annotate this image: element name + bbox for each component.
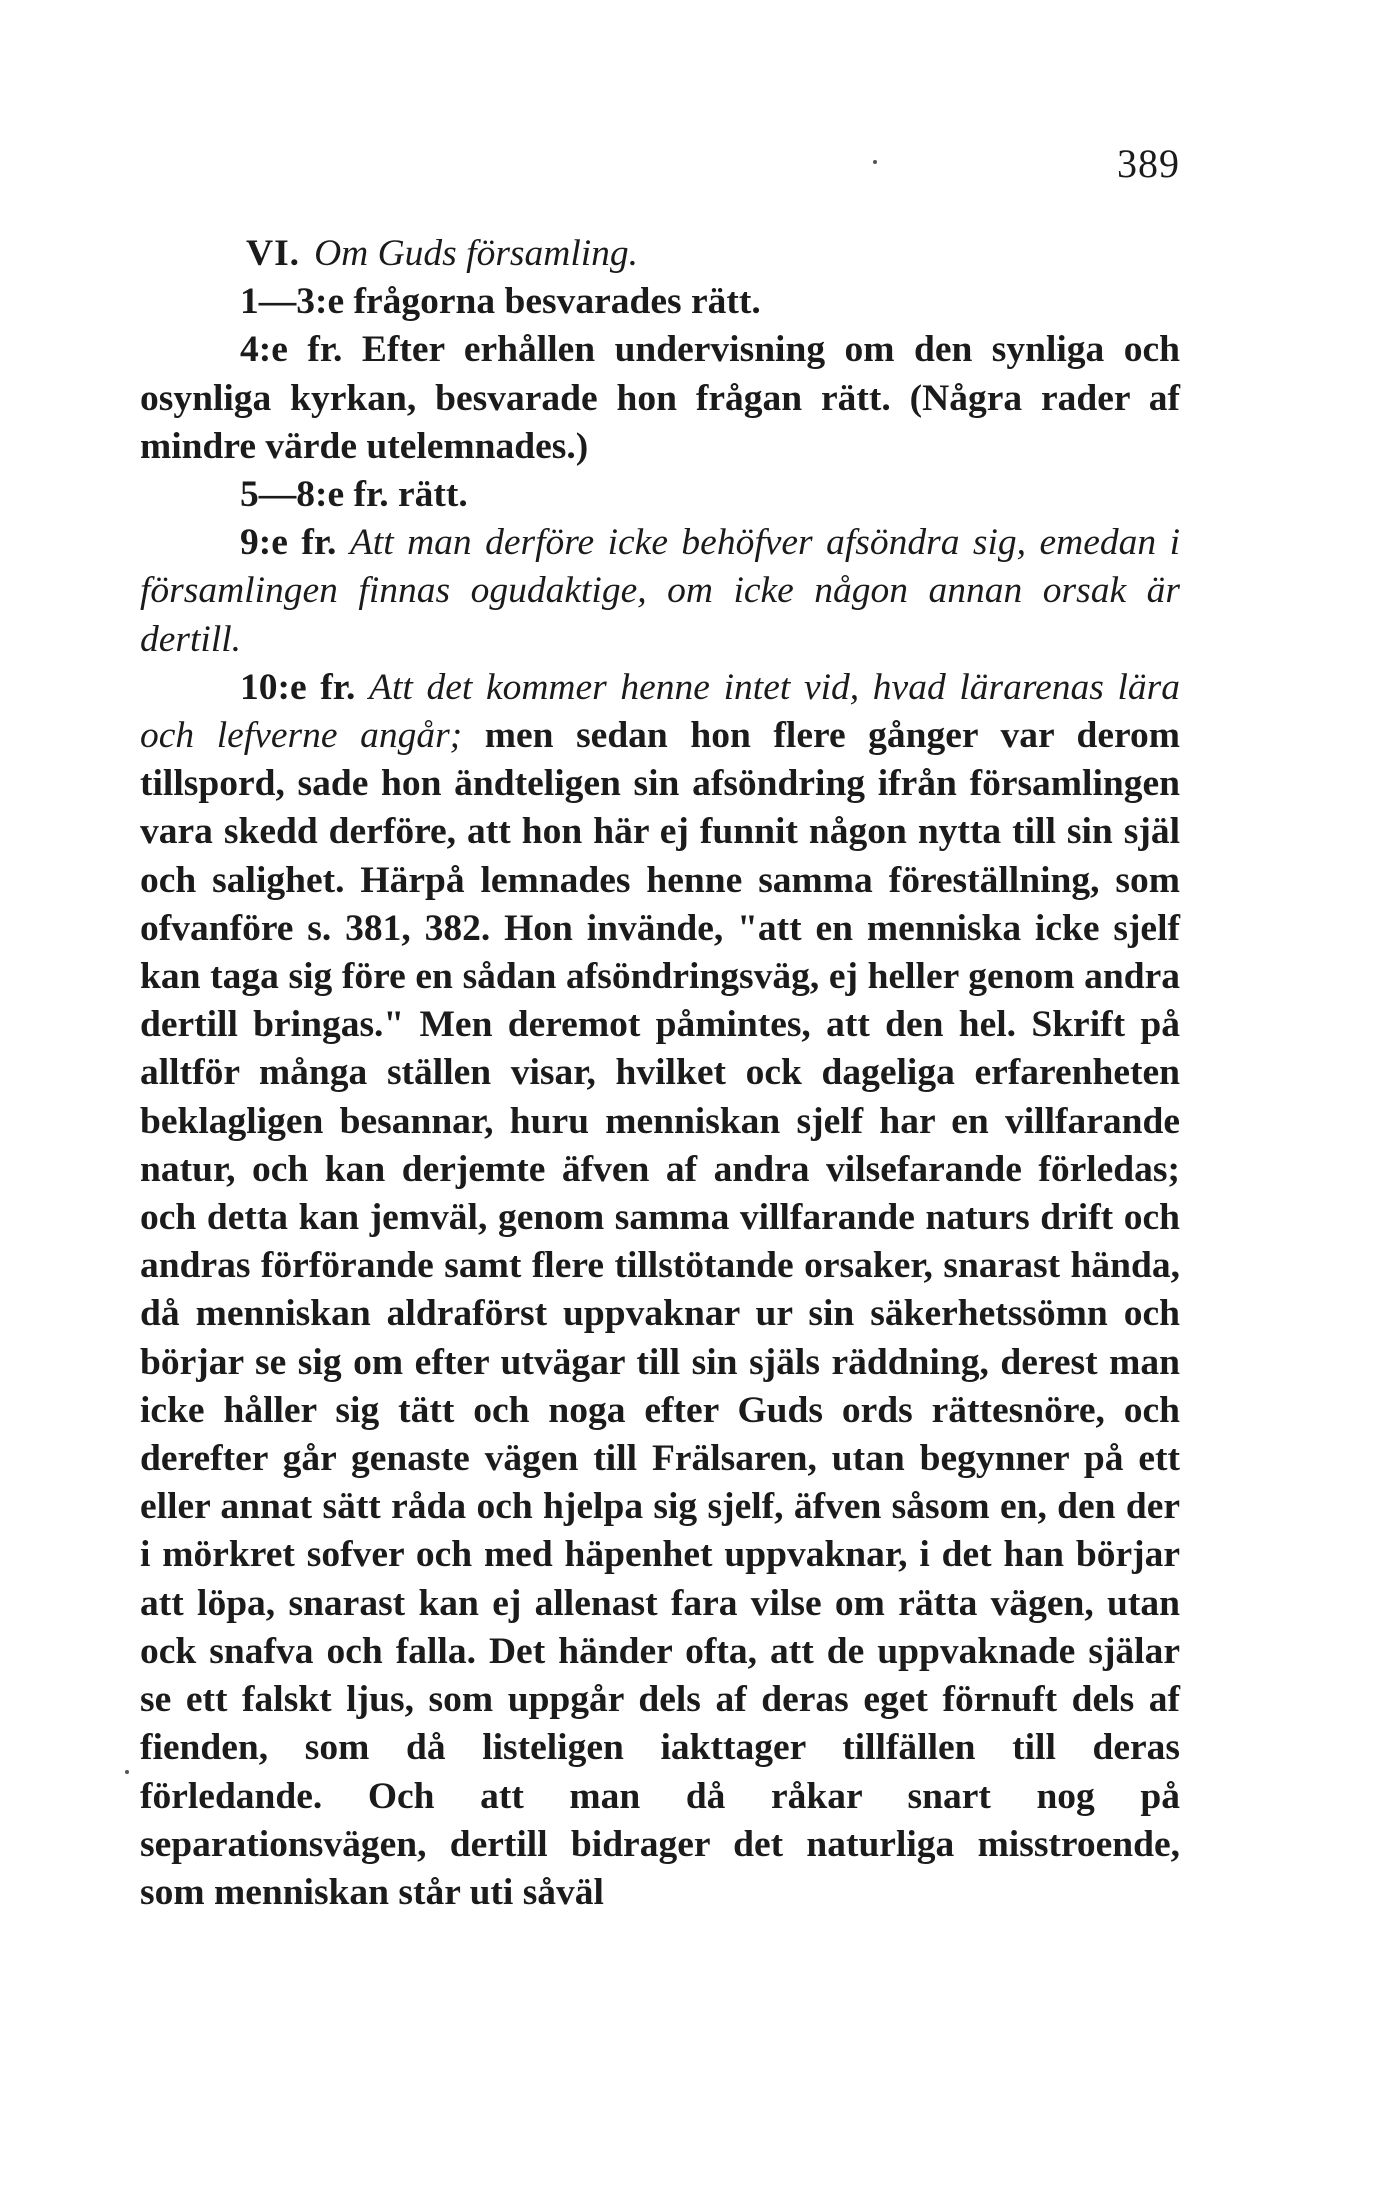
paragraph-question-10: [140, 664, 1180, 1917]
section-number: VI.: [246, 233, 301, 274]
paragraph-questions-1-3: 1—3:e frågorna besvarades rätt.: [240, 281, 761, 323]
question-10-text: Att det kommer henne intet vid, hvad lärarenas lära och lefverne angår;: [140, 666, 1180, 757]
page-body: [140, 230, 1180, 1917]
question-9-text: Att man derföre icke behöfver afsöndra sig, emedan i församlingen finnas ogudaktige, om icke någon annan orsak är dertill.: [140, 522, 1181, 660]
print-speck: [873, 160, 877, 164]
print-speck: [125, 1770, 129, 1774]
question-10-response: men sedan hon flere gånger var derom tillspord, sade hon ändteligen sin afsöndring ifrån församlingen vara skedd derföre, att hon här ej funnit någon nytta till sin själ och salighet. Härpå lemnades henne samma föreställning, som ofvanföre s. 381, 382. Hon invände, "att en menniska icke sjelf kan taga sig före en sådan afsöndringsväg, ej heller genom andra dertill bringas." Men deremot påmintes, att den hel. Skrift på alltför många ställen visar, hvilket ock dageliga erfarenheten beklagligen besannar, huru menniskan sjelf har en villfarande natur, och kan derjemte äfven af andra vilsefarande förledas; och detta kan jemväl, genom samma villfarande naturs drift och andras förförande samt flere tillstötande orsaker, snarast hända, då menniskan aldraförst uppvaknar ur sin säkerhetssömn och börjar se sig om efter utvägar till sin själs räddning, derest man icke håller sig tätt och noga efter Guds ords rättesnöre, och derefter går genaste vägen till Frälsaren, utan begynner på ett eller annat sätt råda och hjelpa sig sjelf, äfven såsom en, den der i mörkret sofver och med häpenhet uppvaknar, i det han börjar att löpa, snarast kan ej allenast fara vilse om rätta vägen, utan ock snafva och falla. Det händer ofta, att de uppvaknade själar se ett falskt ljus, som uppgår dels af deras eget förnuft dels af fienden, som då listeligen iakttager tillfällen till deras förledande. Och att man då råkar snart nog på separationsvägen, dertill bidrager det naturliga misstroende, som menniskan står uti såväl: [140, 715, 1181, 1913]
question-10-label: 10:e fr.: [240, 666, 356, 708]
section-heading: [140, 230, 1180, 278]
question-9-label: 9:e fr.: [240, 522, 337, 564]
page-number: 389: [1117, 141, 1180, 186]
section-title: Om Guds församling.: [314, 233, 639, 274]
paragraph-questions-5-8: 5—8:e fr. rätt.: [240, 474, 468, 516]
paragraph-question-4: 4:e fr. Efter erhållen undervisning om den synliga och osynliga kyrkan, besvarade hon frågan rätt. (Några rader af mindre värde utelemnades.): [140, 329, 1180, 467]
paragraph-question-9: [140, 519, 1180, 664]
